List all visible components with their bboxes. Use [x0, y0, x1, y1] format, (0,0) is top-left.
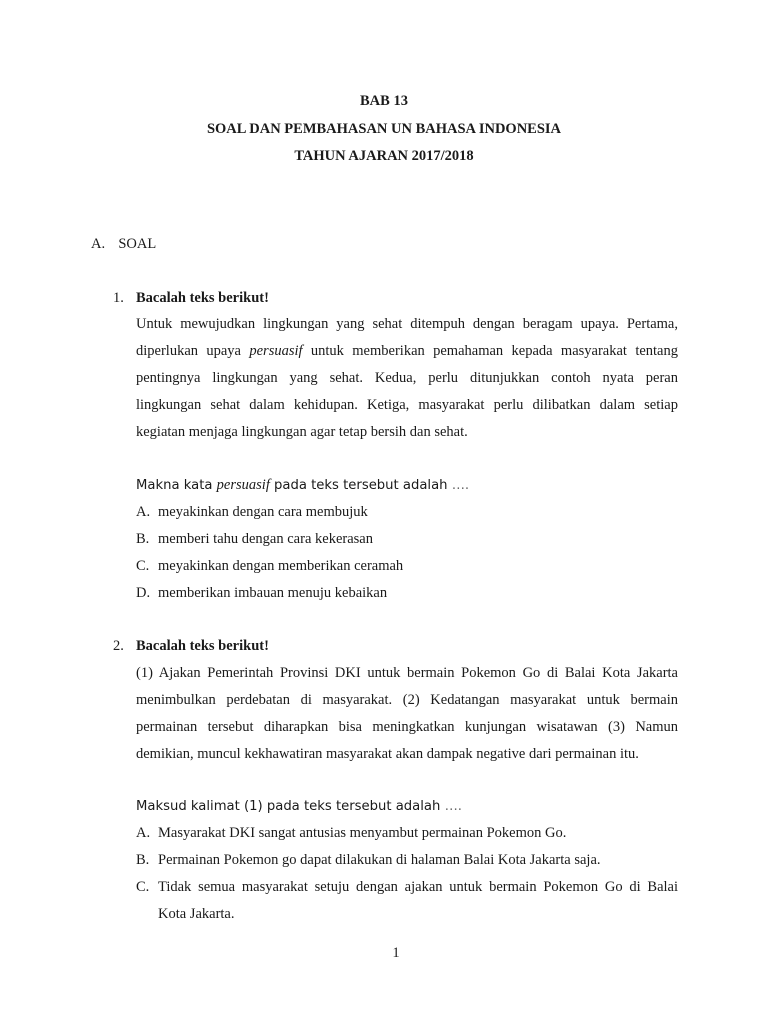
chapter-heading: BAB 13 [360, 93, 408, 109]
emphasized-word: persuasif [249, 343, 303, 359]
option-text-continuation: Kota Jakarta. [158, 906, 235, 922]
option-letter: A. [136, 825, 151, 841]
academic-year: TAHUN AJARAN 2017/2018 [294, 148, 474, 164]
question-2-number: 2. [113, 638, 124, 654]
question-1-text-line: kegiatan menjaga lingkungan agar tetap bersih dan sehat. [136, 424, 468, 440]
option-text: Masyarakat DKI sangat antusias menyambut permainan Pokemon Go. [158, 825, 567, 841]
section-heading [91, 236, 156, 253]
question-1-text-line: diperlukan upaya persuasif untuk memberikan pemahaman kepada masyarakat tentang [136, 343, 678, 359]
question-1-text-line: lingkungan sehat dalam kehidupan. Ketiga, masyarakat perlu dilibatkan dalam setiap [136, 397, 678, 413]
option-letter: B. [136, 852, 150, 868]
page-number: 1 [392, 945, 400, 961]
emphasized-word: persuasif [216, 477, 270, 493]
option-text: memberi tahu dengan cara kekerasan [158, 531, 373, 547]
question-1-text-line: pentingnya lingkungan yang sehat. Kedua, perlu ditunjukkan contoh nyata peran [136, 370, 678, 386]
question-2-prompt: Maksud kalimat (1) pada teks tersebut adalah …. [136, 799, 462, 814]
question-1-instruction: Bacalah teks berikut! [136, 290, 269, 306]
question-2-instruction: Bacalah teks berikut! [136, 638, 269, 654]
question-1-number: 1. [113, 290, 124, 306]
option-letter: B. [136, 531, 150, 547]
option-letter: C. [136, 879, 150, 895]
question-2-text-line: (1) Ajakan Pemerintah Provinsi DKI untuk bermain Pokemon Go di Balai Kota Jakarta [136, 665, 678, 681]
question-2-text-line: menimbulkan perdebatan di masyarakat. (2) Kedatangan masyarakat untuk bermain [136, 692, 678, 708]
question-1-text-line: Untuk mewujudkan lingkungan yang sehat ditempuh dengan beragam upaya. Pertama, [136, 316, 678, 332]
option-letter: A. [136, 504, 151, 520]
option-text: Permainan Pokemon go dapat dilakukan di halaman Balai Kota Jakarta saja. [158, 852, 601, 868]
document-title: SOAL DAN PEMBAHASAN UN BAHASA INDONESIA [206, 121, 562, 137]
option-text: Tidak semua masyarakat setuju dengan ajakan untuk bermain Pokemon Go di Balai [158, 879, 678, 895]
option-letter: C. [136, 558, 150, 574]
option-text: memberikan imbauan menuju kebaikan [158, 585, 388, 601]
section-title: SOAL [118, 236, 157, 252]
question-1-prompt: Makna kata persuasif pada teks tersebut adalah …. [136, 477, 470, 493]
question-2-text-line: permainan tersebut diharapkan bisa meningkatkan kunjungan wisatawan (3) Namun [136, 719, 678, 735]
option-text: meyakinkan dengan cara membujuk [158, 504, 368, 520]
option-text: meyakinkan dengan memberikan ceramah [158, 558, 404, 574]
question-2-text-line: demikian, muncul kekhawatiran masyarakat akan dampak negative dari permainan itu. [136, 746, 639, 762]
option-letter: D. [136, 585, 151, 601]
section-letter: A. [91, 236, 106, 252]
